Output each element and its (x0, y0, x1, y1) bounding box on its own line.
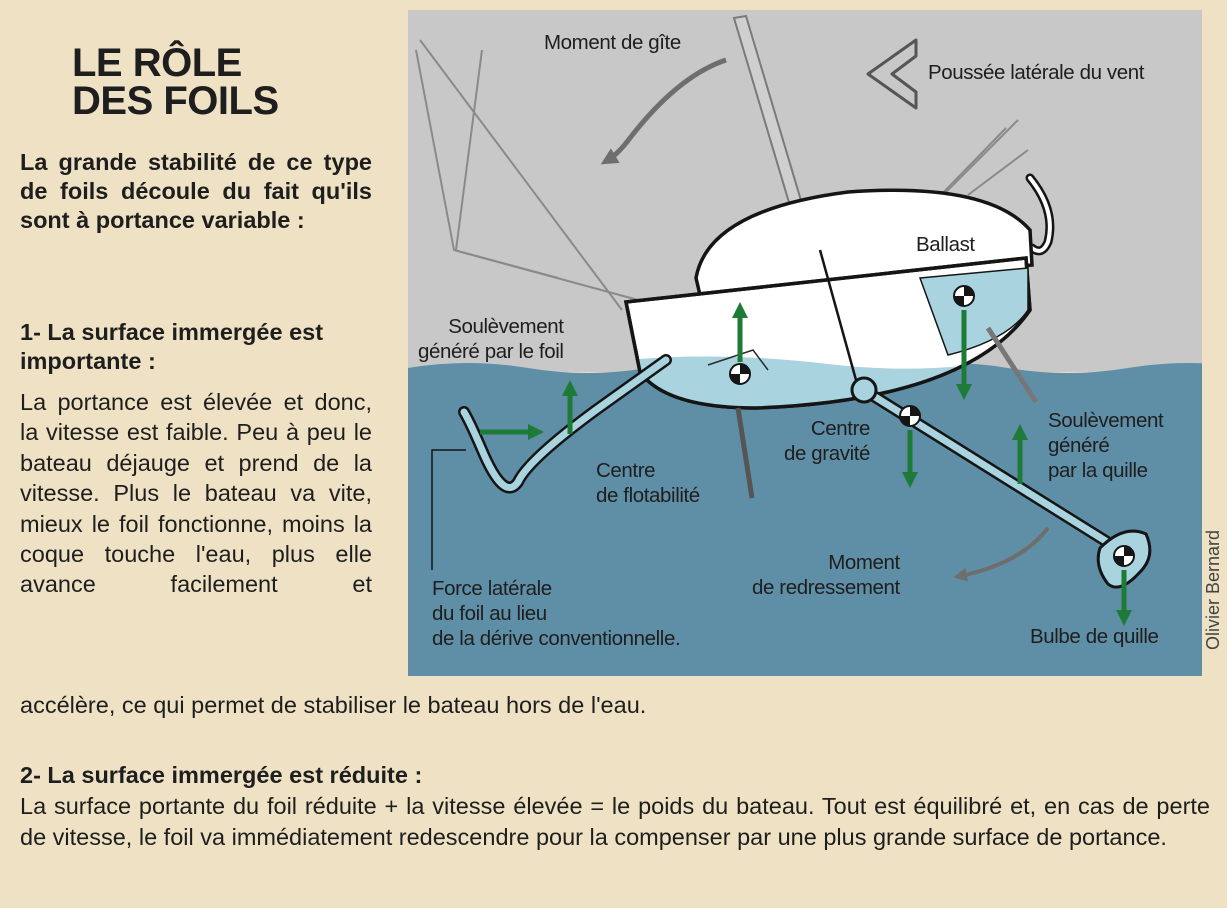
marker-gravite (900, 406, 920, 426)
marker-flottabilite (730, 364, 750, 384)
label-moment-gite: Moment de gîte (544, 31, 681, 54)
section1-heading: 1- La surface immergée est importante : (20, 319, 324, 374)
section1-body: La portance est élevée et donc, la vitesse est faible. Peu à peu le bateau déjauge et prend de la vitesse. Plus le bateau va vite, mieux le foil fonctionne, moins la coque touche l'eau, plus elle avance facilement et (20, 389, 372, 598)
label-bulbe-quille: Bulbe de quille (1030, 625, 1159, 648)
section2-heading: 2- La surface immergée est réduite : (20, 762, 423, 788)
foil-diagram (408, 10, 1202, 676)
marker-ballast (954, 286, 974, 306)
label-centre-gravite: Centre de gravité (784, 417, 871, 465)
section2-body: La surface portante du foil réduite + la vitesse élevée = le poids du bateau. Tout est équilibré et, en cas de perte de vitesse, le foil va immédiatement redescendre pour la compenser par une plus grande surface de portance. (20, 793, 1210, 850)
title-line-1: LE RÔLE (72, 41, 242, 85)
label-moment-redressement: Moment de redressement (752, 551, 900, 599)
label-soulevement-foil: Soulèvement généré par le foil (418, 315, 564, 363)
keel-pivot (852, 378, 876, 402)
intro-text: La grande stabilité de ce type de foils découle du fait qu'ils sont à portance variable : (20, 149, 372, 233)
label-centre-flottabilite: Centre de flotabilité (596, 459, 700, 507)
section1-body-continued: accélère, ce qui permet de stabiliser le bateau hors de l'eau. (20, 692, 647, 718)
photo-credit: Olivier Bernard (1203, 529, 1223, 650)
label-poussee-vent: Poussée latérale du vent (928, 61, 1145, 84)
title-line-2: DES FOILS (72, 79, 279, 123)
label-soulevement-quille: Soulèvement généré par la quille (1048, 409, 1164, 482)
page-title (72, 41, 279, 123)
label-ballast: Ballast (916, 233, 975, 256)
label-force-laterale: Force latérale du foil au lieu de la dérive conventionnelle. (432, 577, 681, 650)
marker-bulbe (1114, 546, 1134, 566)
